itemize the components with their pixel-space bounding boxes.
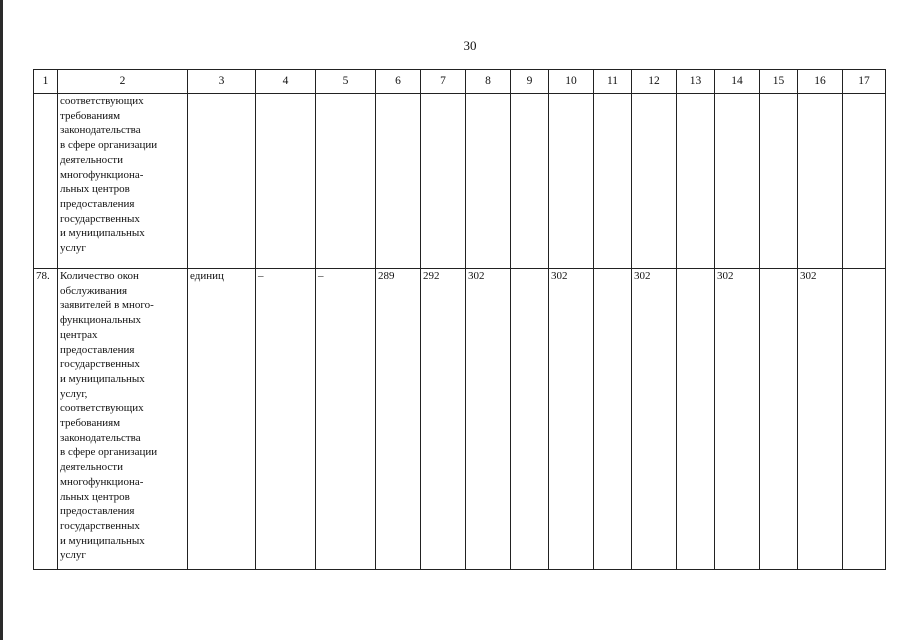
value-cell <box>843 269 886 570</box>
column-header: 16 <box>798 70 843 94</box>
column-header: 8 <box>466 70 511 94</box>
value-cell: 302 <box>549 269 594 570</box>
column-header: 12 <box>632 70 677 94</box>
value-cell: 302 <box>798 269 843 570</box>
value-cell <box>715 94 760 269</box>
column-header: 11 <box>594 70 632 94</box>
value-cell: – <box>316 269 376 570</box>
column-header: 7 <box>421 70 466 94</box>
column-header: 17 <box>843 70 886 94</box>
value-cell <box>421 94 466 269</box>
value-cell <box>760 269 798 570</box>
value-cell <box>798 94 843 269</box>
column-header: 14 <box>715 70 760 94</box>
column-header: 1 <box>34 70 58 94</box>
value-cell <box>256 94 316 269</box>
value-cell <box>376 94 421 269</box>
value-cell <box>511 269 549 570</box>
value-cell <box>549 94 594 269</box>
unit-cell: единиц <box>188 269 256 570</box>
value-cell: 289 <box>376 269 421 570</box>
column-header: 15 <box>760 70 798 94</box>
value-cell <box>677 269 715 570</box>
column-header: 13 <box>677 70 715 94</box>
table-row-78 <box>34 269 886 570</box>
value-cell <box>511 94 549 269</box>
row-number-cell: 78. <box>34 269 58 570</box>
row-number-cell <box>34 94 58 269</box>
value-cell: 302 <box>466 269 511 570</box>
value-cell <box>760 94 798 269</box>
column-header: 3 <box>188 70 256 94</box>
value-cell <box>677 94 715 269</box>
value-cell: 302 <box>715 269 760 570</box>
page-number: 30 <box>463 38 477 53</box>
table-row-continuation <box>34 94 886 269</box>
value-cell <box>843 94 886 269</box>
value-cell: – <box>256 269 316 570</box>
indicator-name-cell: соответствующих требованиям законодательства в сфере организации деятельности многофункциона- льных центров предоставления государственных и муниципальных услуг <box>58 94 188 269</box>
scan-left-edge <box>0 0 3 640</box>
header-row <box>34 70 886 94</box>
value-cell: 302 <box>632 269 677 570</box>
indicator-name-cell: Количество окон обслуживания заявителей в много- функциональных центрах предоставления государственных и муниципальных услуг, соответствующих требованиям законодательства в сфере организации деятельности многофункциона- льных центров предоставления государственных и муниципальных услуг <box>58 269 188 570</box>
column-header: 4 <box>256 70 316 94</box>
column-header: 10 <box>549 70 594 94</box>
value-cell <box>466 94 511 269</box>
indicator-table <box>33 69 886 570</box>
column-header: 6 <box>376 70 421 94</box>
value-cell <box>594 94 632 269</box>
column-header: 9 <box>511 70 549 94</box>
value-cell <box>316 94 376 269</box>
value-cell: 292 <box>421 269 466 570</box>
column-header: 5 <box>316 70 376 94</box>
value-cell <box>594 269 632 570</box>
value-cell <box>632 94 677 269</box>
unit-cell <box>188 94 256 269</box>
column-header: 2 <box>58 70 188 94</box>
